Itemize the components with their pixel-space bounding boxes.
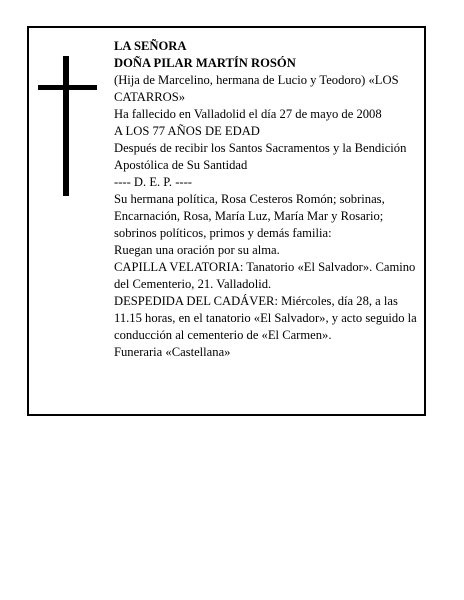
notice-line-funeral-home: Funeraria «Castellana» (114, 345, 231, 359)
obituary-text (114, 38, 422, 361)
notice-heading-title: LA SEÑORA (114, 39, 187, 53)
notice-heading-name: DOÑA PILAR MARTÍN ROSÓN (114, 56, 296, 70)
notice-line-age: A LOS 77 AÑOS DE EDAD (114, 124, 260, 138)
notice-line-death: Ha fallecido en Valladolid el día 27 de mayo de 2008 (114, 107, 382, 121)
notice-line-family: (Hija de Marcelino, hermana de Lucio y Teodoro) «LOS CATARROS» (114, 73, 399, 104)
notice-line-dep: ---- D. E. P. ---- (114, 175, 192, 189)
notice-line-chapel: CAPILLA VELATORIA: Tanatorio «El Salvador». Camino del Cementerio, 21. Valladolid. (114, 260, 416, 291)
cross-icon (63, 56, 69, 196)
notice-line-relatives: Su hermana política, Rosa Cesteros Romón; sobrinas, Encarnación, Rosa, María Luz, María Mar y Rosario; sobrinos políticos, primos y demás familia: (114, 192, 385, 240)
notice-line-farewell: DESPEDIDA DEL CADÁVER: Miércoles, día 28, a las 11.15 horas, en el tanatorio «El Salvador», y acto seguido la conducción al cementerio de «El Carmen». (114, 294, 417, 342)
notice-line-prayer: Ruegan una oración por su alma. (114, 243, 280, 257)
cross-icon-bar (38, 85, 97, 90)
notice-line-sacraments: Después de recibir los Santos Sacramentos y la Bendición Apostólica de Su Santidad (114, 141, 407, 172)
